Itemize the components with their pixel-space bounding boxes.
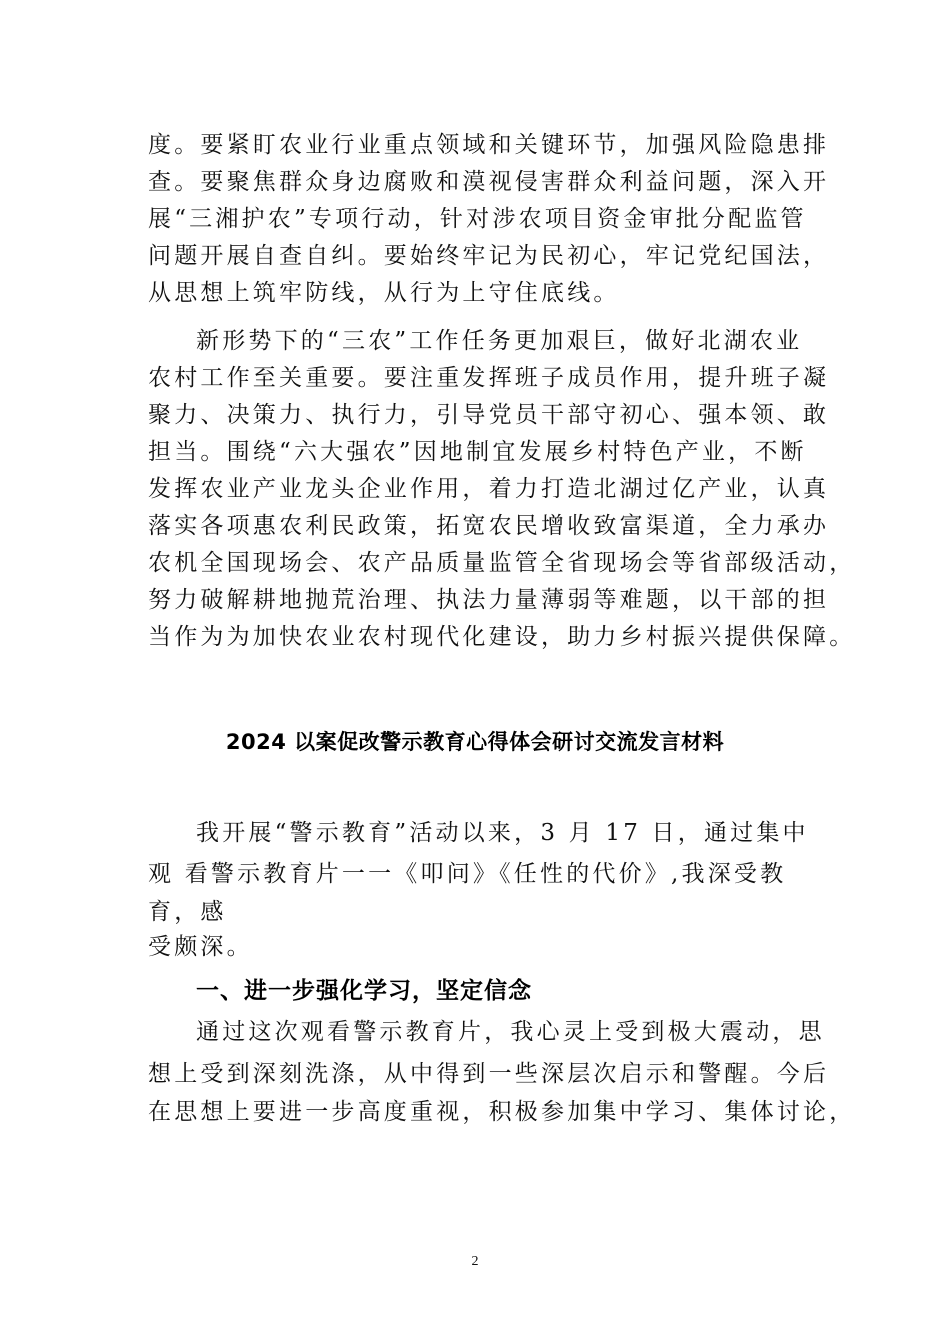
paragraph-line: 发挥农业产业龙头企业作用，着力打造北湖过亿产业，认真 [148, 476, 830, 502]
paragraph-line: 担当。围绕“六大强农”因地制宜发展乡村特色产业，不断 [148, 439, 807, 465]
paragraph-line: 新形势下的“三农”工作任务更加艰巨，做好北湖农业 [196, 328, 803, 354]
paragraph-line: 展“三湘护农”专项行动，针对涉农项目资金审批分配监管 [148, 206, 807, 232]
paragraph-line: 查。要聚焦群众身边腐败和漠视侵害群众利益问题，深入开 [148, 169, 830, 195]
paragraph-line: 育，感 [148, 899, 227, 925]
paragraph-line: 从思想上筑牢防线，从行为上守住底线。 [148, 280, 620, 306]
paragraph-line: 农村工作至关重要。要注重发挥班子成员作用，提升班子凝 [148, 365, 830, 391]
paragraph-line: 观 看警示教育片一一《叩问》《任性的代价》,我深受教 [148, 861, 787, 887]
paragraph-line: 聚力、决策力、执行力，引导党员干部守初心、强本领、敢 [148, 402, 830, 428]
paragraph-line: 想上受到深刻洗涤，从中得到一些深层次启示和警醒。今后 [148, 1061, 830, 1087]
paragraph-line: 农机全国现场会、农产品质量监管全省现场会等省部级活动， [148, 550, 856, 576]
paragraph-line: 落实各项惠农利民政策，拓宽农民增收致富渠道，全力承办 [148, 513, 830, 539]
page-number: 2 [471, 1254, 479, 1269]
section-heading: 一、进一步强化学习，坚定信念 [196, 978, 532, 1004]
paragraph-line: 在思想上要进一步高度重视，积极参加集中学习、集体讨论， [148, 1099, 856, 1125]
paragraph-line: 努力破解耕地抛荒治理、执法力量薄弱等难题，以干部的担 [148, 587, 830, 613]
document-title: 2024 以案促改警示教育心得体会研讨交流发言材料 [225, 730, 725, 754]
paragraph-line: 通过这次观看警示教育片，我心灵上受到极大震动，思 [196, 1019, 825, 1045]
paragraph-line: 我开展“警示教育”活动以来，3 月 17 日，通过集中 [196, 820, 809, 846]
paragraph-line: 当作为为加快农业农村现代化建设，助力乡村振兴提供保障。 [148, 624, 856, 650]
paragraph-line: 受颇深。 [148, 934, 253, 960]
paragraph-line: 度。要紧盯农业行业重点领域和关键环节，加强风险隐患排 [148, 132, 830, 158]
paragraph-line: 问题开展自查自纠。要始终牢记为民初心，牢记党纪国法， [148, 243, 830, 269]
